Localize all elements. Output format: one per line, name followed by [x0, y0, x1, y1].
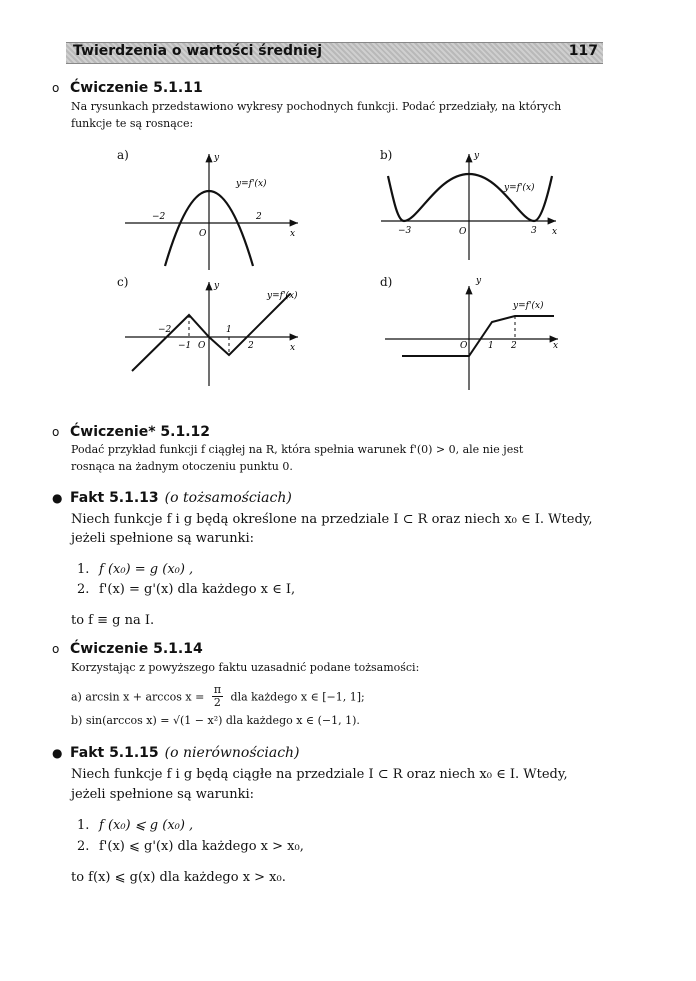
graph-d — [380, 276, 570, 396]
fact-5-1-15-condition-2 — [77, 839, 304, 854]
exercise-5-1-12-heading — [52, 424, 210, 441]
axis-x-label: x — [290, 343, 296, 353]
fraction-denominator: 2 — [213, 696, 221, 709]
tick-m1-label: −1 — [178, 341, 192, 351]
tick-2-label: 2 — [511, 341, 517, 351]
fact-5-1-13-text-line1: Niech funkcje f i g będą określone na przedziale I ⊂ R oraz niech x₀ ∈ I. Wtedy, — [71, 512, 593, 527]
graph-c-label: c) — [117, 275, 129, 289]
exercise-5-1-11-heading — [52, 80, 203, 97]
fraction-numerator: π — [213, 683, 222, 696]
condition-text: f'(x) ⩽ g'(x) dla każdego x > x₀, — [99, 839, 304, 854]
graph-b — [376, 148, 566, 278]
tick-left-label: −2 — [152, 212, 166, 222]
axis-x-label: x — [290, 229, 296, 239]
fact-5-1-15-text-line2: jeżeli spełnione są warunki: — [71, 787, 254, 802]
graph-a — [120, 148, 310, 278]
curve-label: y=f'(x) — [236, 179, 267, 189]
curve — [402, 316, 554, 356]
tick-1-label: 1 — [226, 325, 232, 335]
graph-c — [120, 276, 310, 396]
running-header-title: Twierdzenia o wartości średniej — [73, 43, 323, 59]
filled-bullet-icon: ● — [52, 746, 63, 760]
condition-number: 1. — [77, 818, 90, 833]
exercise-label: Ćwiczenie 5.1.14 — [70, 641, 203, 657]
exercise-5-1-12-text-line2: rosnąca na żadnym otoczeniu punktu 0. — [71, 460, 293, 473]
exercise-5-1-11-text-line2: funkcje te są rosnące: — [71, 117, 194, 130]
condition-text: f (x₀) = g (x₀) , — [99, 562, 194, 577]
fraction — [212, 684, 223, 709]
condition-text: f (x₀) ⩽ g (x₀) , — [99, 818, 194, 833]
fact-5-1-13-condition-2 — [77, 582, 295, 597]
exercise-label: Ćwiczenie* 5.1.12 — [70, 424, 211, 440]
filled-bullet-icon: ● — [52, 491, 63, 505]
identity-a-rhs: dla każdego x ∈ [−1, 1]; — [230, 690, 365, 704]
axis-y-label: y — [476, 276, 482, 286]
curve-label: y=f'(x) — [513, 301, 544, 311]
curve-label: y=f'(x) — [504, 183, 535, 193]
circle-bullet-icon: o — [52, 642, 60, 656]
circle-bullet-icon: o — [52, 425, 60, 439]
exercise-5-1-14-heading — [52, 641, 203, 658]
condition-number: 1. — [77, 562, 90, 577]
fact-5-1-13-heading — [52, 490, 292, 507]
circle-bullet-icon: o — [52, 81, 60, 95]
tick-m2-label: −2 — [158, 325, 172, 335]
identity-a-lhs: a) arcsin x + arccos x = — [71, 690, 205, 704]
fact-label: Fakt 5.1.13 — [70, 490, 159, 506]
origin-label: O — [459, 227, 467, 237]
fact-subtitle: (o tożsamościach) — [164, 490, 292, 506]
curve-label: y=f'(x) — [267, 291, 298, 301]
condition-text: f'(x) = g'(x) dla każdego x ∈ I, — [99, 582, 296, 597]
graph-a-label: a) — [117, 148, 129, 162]
exercise-5-1-14-identity-a — [71, 685, 365, 710]
fact-5-1-13-conclusion: to f ≡ g na I. — [71, 613, 155, 628]
fact-5-1-13-condition-1 — [77, 562, 193, 577]
fact-5-1-15-text-line1: Niech funkcje f i g będą ciągłe na przedziale I ⊂ R oraz niech x₀ ∈ I. Wtedy, — [71, 767, 568, 782]
fact-5-1-15-condition-1 — [77, 818, 193, 833]
condition-number: 2. — [77, 582, 90, 597]
curve — [132, 294, 290, 371]
exercise-5-1-12-text-line1: Podać przykład funkcji f ciągłej na R, która spełnia warunek f'(0) > 0, ale nie jest — [71, 443, 524, 456]
graph-b-label: b) — [380, 148, 393, 162]
graph-d-label: d) — [380, 275, 393, 289]
exercise-5-1-11-text-line1: Na rysunkach przedstawiono wykresy pochodnych funkcji. Podać przedziały, na których — [71, 100, 562, 113]
fact-5-1-15-conclusion: to f(x) ⩽ g(x) dla każdego x > x₀. — [71, 870, 286, 885]
fact-5-1-15-heading — [52, 745, 300, 762]
axis-y-label: y — [214, 153, 220, 163]
tick-right-label: 3 — [531, 226, 537, 236]
exercise-5-1-14-identity-b: b) sin(arccos x) = √(1 − x²) dla każdego x ∈ (−1, 1). — [71, 714, 360, 727]
tick-right-label: 2 — [256, 212, 262, 222]
condition-number: 2. — [77, 839, 90, 854]
exercise-5-1-14-text-line1: Korzystając z powyższego faktu uzasadnić podane tożsamości: — [71, 661, 420, 674]
origin-label: O — [198, 341, 206, 351]
tick-2-label: 2 — [248, 341, 254, 351]
tick-left-label: −3 — [398, 226, 412, 236]
fact-5-1-13-text-line2: jeżeli spełnione są warunki: — [71, 531, 254, 546]
origin-label: O — [460, 341, 468, 351]
page-number: 117 — [568, 43, 598, 59]
axis-x-label: x — [553, 341, 559, 351]
exercise-label: Ćwiczenie 5.1.11 — [70, 80, 203, 96]
fact-subtitle: (o nierównościach) — [164, 745, 300, 761]
origin-label: O — [199, 229, 207, 239]
axis-y-label: y — [214, 281, 220, 291]
curve — [388, 174, 552, 221]
axis-y-label: y — [474, 151, 480, 161]
tick-1-label: 1 — [488, 341, 494, 351]
axis-x-label: x — [552, 227, 558, 237]
fact-label: Fakt 5.1.15 — [70, 745, 159, 761]
